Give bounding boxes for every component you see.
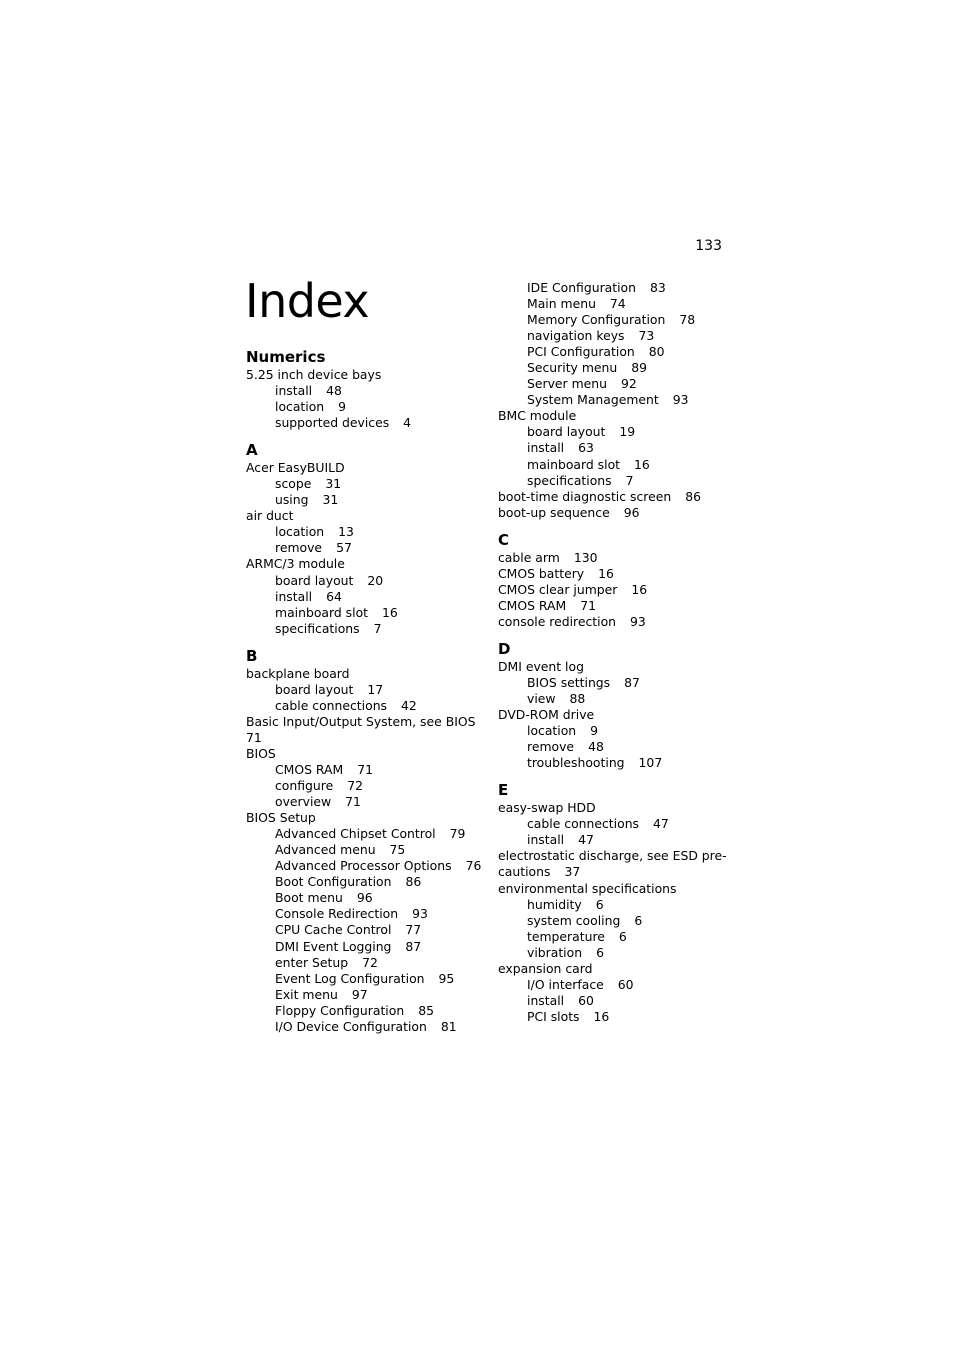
index-entry [246, 730, 486, 746]
index-term: ARMC/3 module [246, 556, 345, 572]
index-page-ref: 6 [595, 896, 604, 912]
index-subentry [246, 826, 486, 842]
index-term: install [275, 588, 313, 604]
index-page-ref: 37 [564, 864, 581, 880]
index-entry [498, 598, 738, 614]
index-entry [246, 367, 486, 383]
index-entry [246, 810, 486, 826]
index-subentry [246, 682, 486, 698]
index-entry [498, 489, 738, 505]
index-term: location [275, 399, 325, 415]
index-term: boot-time diagnostic screen [498, 488, 672, 504]
index-term: overview [275, 794, 332, 810]
index-subentry [246, 778, 486, 794]
index-subentry [498, 457, 738, 473]
index-term: troubleshooting [527, 755, 625, 771]
index-term: install [527, 992, 565, 1008]
index-subentry [246, 955, 486, 971]
index-term: specifications [275, 620, 360, 636]
index-letter-heading: A [246, 441, 258, 460]
index-subentry [246, 1003, 486, 1019]
index-page-ref: 7 [625, 472, 634, 488]
index-term: console redirection [498, 613, 617, 629]
index-subentry [246, 939, 486, 955]
index-term: boot-up sequence [498, 504, 610, 520]
index-term: Memory Configuration [527, 312, 666, 328]
index-term: environmental specifications [498, 880, 677, 896]
index-subentry [246, 971, 486, 987]
index-page-ref: 20 [367, 572, 384, 588]
index-subentry [246, 399, 486, 415]
index-subentry [498, 977, 738, 993]
index-subentry [498, 360, 738, 376]
index-entry [498, 864, 738, 880]
index-subentry [498, 312, 738, 328]
index-term: Console Redirection [275, 906, 399, 922]
index-subentry [246, 842, 486, 858]
index-entry [498, 961, 738, 977]
index-entry [498, 582, 738, 598]
index-subentry [498, 280, 738, 296]
index-term: DMI event log [498, 658, 584, 674]
index-term: electrostatic discharge, see ESD pre- [498, 848, 727, 864]
index-entry [498, 550, 738, 566]
index-page-ref: 16 [593, 1008, 610, 1024]
index-subentry [498, 440, 738, 456]
index-subentry [246, 987, 486, 1003]
index-term: mainboard slot [527, 456, 621, 472]
index-entry [498, 848, 738, 864]
index-term: Main menu [527, 296, 596, 312]
index-term: Server menu [527, 376, 607, 392]
index-term: cable arm [498, 549, 560, 565]
index-page-ref: 13 [338, 524, 354, 540]
index-term: vibration [527, 944, 583, 960]
index-term: easy-swap HDD [498, 800, 596, 816]
index-page-ref: 88 [569, 691, 586, 707]
index-term: install [275, 383, 313, 399]
index-page-ref: 47 [653, 816, 669, 832]
index-term: I/O interface [527, 976, 604, 992]
index-term: Exit menu [275, 986, 338, 1002]
index-page-ref: 6 [634, 912, 643, 928]
index-term: scope [275, 476, 312, 492]
index-term: PCI slots [527, 1008, 580, 1024]
index-term: Event Log Configuration [275, 970, 425, 986]
index-subentry [246, 476, 486, 492]
index-letter-heading: D [498, 639, 511, 658]
index-term: BIOS settings [527, 674, 611, 690]
index-entry [498, 566, 738, 582]
index-subentry [498, 691, 738, 707]
index-page-ref: 93 [630, 613, 646, 629]
index-page-ref: 86 [685, 488, 701, 504]
index-entry [498, 707, 738, 723]
index-term: DMI Event Logging [275, 938, 392, 954]
index-term: board layout [527, 424, 606, 440]
index-term: Boot menu [275, 890, 343, 906]
index-term: cable connections [275, 697, 387, 713]
index-subentry [498, 755, 738, 771]
index-page-ref: 83 [650, 280, 666, 295]
index-subentry [498, 424, 738, 440]
index-subentry [498, 816, 738, 832]
index-subentry [498, 929, 738, 945]
index-subentry [498, 1009, 738, 1025]
index-page-ref: 16 [382, 604, 398, 620]
index-term: Acer EasyBUILD [246, 460, 345, 476]
index-subentry [246, 589, 486, 605]
index-page-ref: 6 [618, 928, 627, 944]
index-entry [498, 505, 738, 521]
index-page-ref: 71 [357, 761, 373, 777]
index-page-ref: 42 [401, 697, 417, 713]
index-subentry [498, 913, 738, 929]
index-term: Floppy Configuration [275, 1002, 405, 1018]
index-page-ref: 6 [596, 944, 604, 960]
index-term: BIOS Setup [246, 810, 316, 826]
index-subentry [246, 794, 486, 810]
index-page-ref: 97 [351, 986, 368, 1002]
index-page-ref: 86 [405, 874, 422, 890]
index-subentry [246, 492, 486, 508]
index-entry [246, 746, 486, 762]
index-term: Security menu [527, 360, 618, 376]
index-subentry [498, 993, 738, 1009]
index-page-ref: 75 [389, 842, 406, 858]
index-page-ref: 16 [631, 581, 648, 597]
index-entry [498, 800, 738, 816]
index-term: humidity [527, 896, 582, 912]
index-term: CMOS RAM [275, 761, 344, 777]
index-page-ref: 47 [578, 832, 594, 848]
index-subentry [246, 906, 486, 922]
index-page-ref: 48 [588, 739, 604, 755]
index-term: temperature [527, 928, 605, 944]
index-term: PCI Configuration [527, 344, 635, 360]
index-page-ref: 31 [325, 476, 342, 492]
index-page-ref: 7 [373, 620, 382, 636]
index-subentry [498, 945, 738, 961]
index-term: CMOS clear jumper [498, 581, 618, 597]
index-term: using [275, 492, 309, 508]
index-term: CMOS RAM [498, 597, 567, 613]
index-term: mainboard slot [275, 604, 369, 620]
index-page-ref: 57 [336, 540, 352, 556]
index-subentry [498, 376, 738, 392]
index-letter-heading: Numerics [246, 348, 326, 366]
index-page-ref: 31 [322, 492, 339, 508]
page-title: Index [245, 274, 370, 328]
index-letter-heading: B [246, 646, 258, 665]
index-term: expansion card [498, 960, 593, 976]
index-page-ref: 79 [449, 826, 466, 842]
index-subentry [246, 540, 486, 556]
index-term: Advanced Processor Options [275, 858, 452, 874]
index-term: 71 [246, 729, 262, 745]
index-term: navigation keys [527, 328, 625, 344]
index-subentry [246, 1019, 486, 1035]
index-term: Advanced menu [275, 842, 376, 858]
index-page-ref: 77 [405, 922, 422, 938]
index-subentry [498, 296, 738, 312]
index-page-ref: 87 [624, 674, 640, 690]
index-page-ref: 48 [326, 383, 342, 399]
index-page-ref: 81 [440, 1018, 457, 1034]
index-subentry [246, 874, 486, 890]
index-page-ref: 93 [672, 392, 689, 408]
index-term: Boot Configuration [275, 874, 392, 890]
index-page-ref: 78 [679, 312, 696, 328]
index-term: air duct [246, 508, 294, 524]
index-page-ref: 16 [634, 456, 650, 472]
page-number: 133 [695, 238, 722, 254]
index-term: Basic Input/Output System, see BIOS [246, 713, 476, 729]
index-term: board layout [275, 681, 354, 697]
index-page-ref: 64 [326, 588, 342, 604]
index-subentry [246, 698, 486, 714]
index-page-ref: 92 [620, 376, 637, 392]
index-subentry [246, 890, 486, 906]
index-subentry [498, 675, 738, 691]
index-page-ref: 93 [412, 906, 428, 922]
index-column-right [498, 280, 738, 1025]
index-page-ref: 60 [617, 976, 634, 992]
index-term: I/O Device Configuration [275, 1018, 427, 1034]
index-term: board layout [275, 572, 354, 588]
index-subentry [246, 383, 486, 399]
index-subentry [498, 832, 738, 848]
index-term: location [275, 524, 325, 540]
index-term: view [527, 691, 556, 707]
index-term: configure [275, 778, 334, 794]
index-page-ref: 72 [362, 954, 378, 970]
index-subentry [498, 897, 738, 913]
index-page-ref: 85 [418, 1002, 434, 1018]
index-entry [498, 881, 738, 897]
index-entry [246, 556, 486, 572]
index-term: enter Setup [275, 954, 349, 970]
index-page-ref: 71 [345, 794, 361, 810]
index-page-ref: 63 [578, 440, 594, 456]
index-term: BMC module [498, 408, 577, 424]
index-subentry [498, 328, 738, 344]
index-term: install [527, 440, 565, 456]
index-term: IDE Configuration [527, 280, 636, 295]
index-term: cautions [498, 864, 551, 880]
index-term: 5.25 inch device bays [246, 367, 382, 382]
index-subentry [246, 621, 486, 637]
index-page-ref: 73 [638, 328, 655, 344]
index-term: System Management [527, 392, 659, 408]
index-page-ref: 72 [347, 778, 363, 794]
index-term: remove [527, 739, 575, 755]
index-subentry [246, 605, 486, 621]
index-term: BIOS [246, 745, 276, 761]
index-letter-heading: E [498, 781, 509, 800]
index-page-ref: 16 [598, 565, 614, 581]
index-term: supported devices [275, 415, 390, 431]
index-subentry [498, 473, 738, 489]
index-term: system cooling [527, 912, 621, 928]
index-page-ref: 4 [403, 415, 412, 431]
index-subentry [246, 415, 486, 431]
index-page-ref: 96 [623, 504, 640, 520]
index-subentry [498, 392, 738, 408]
index-entry [498, 614, 738, 630]
index-subentry [246, 922, 486, 938]
index-subentry [246, 762, 486, 778]
index-entry [246, 508, 486, 524]
index-entry [246, 460, 486, 476]
index-entry [246, 666, 486, 682]
index-term: DVD-ROM drive [498, 707, 595, 723]
index-subentry [246, 573, 486, 589]
index-page-ref: 9 [590, 723, 599, 739]
index-entry [246, 714, 486, 730]
index-subentry [498, 723, 738, 739]
index-term: cable connections [527, 816, 639, 832]
index-letter-heading: C [498, 530, 510, 549]
index-term: install [527, 832, 565, 848]
index-entry [498, 659, 738, 675]
index-subentry [246, 524, 486, 540]
index-subentry [498, 739, 738, 755]
index-term: backplane board [246, 665, 350, 681]
index-page-ref: 89 [631, 360, 648, 376]
index-page-ref: 71 [580, 597, 596, 613]
index-page-ref: 9 [338, 399, 347, 415]
index-page-ref: 76 [465, 858, 482, 874]
index-page-ref: 60 [578, 992, 594, 1008]
index-subentry [246, 858, 486, 874]
index-entry [498, 408, 738, 424]
index-page-ref: 95 [438, 970, 455, 986]
index-page-ref: 107 [638, 755, 663, 771]
index-term: CPU Cache Control [275, 922, 392, 938]
index-page-ref: 17 [367, 681, 384, 697]
index-page-ref: 80 [648, 344, 665, 360]
index-page-ref: 87 [405, 938, 422, 954]
index-page-ref: 130 [573, 549, 598, 565]
index-column-left [246, 347, 486, 1035]
index-page-ref: 19 [619, 424, 636, 440]
index-page-ref: 96 [356, 890, 373, 906]
index-subentry [498, 344, 738, 360]
index-term: Advanced Chipset Control [275, 826, 436, 842]
index-term: specifications [527, 472, 612, 488]
index-term: remove [275, 540, 323, 556]
index-term: CMOS battery [498, 565, 585, 581]
index-term: location [527, 723, 577, 739]
index-page-ref: 74 [609, 296, 626, 312]
